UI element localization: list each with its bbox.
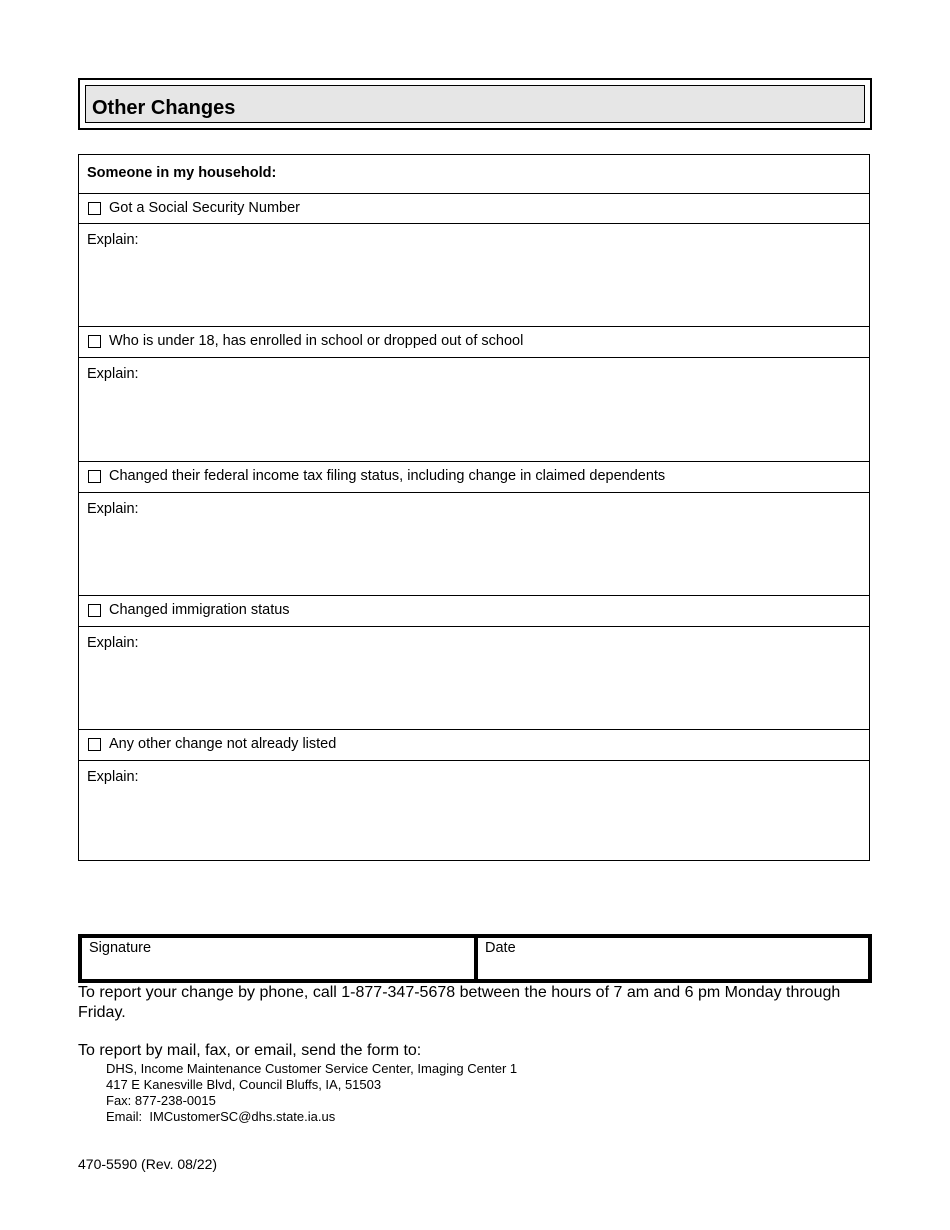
explain-field-tax-status[interactable]: [79, 493, 869, 596]
item-label-immigration: Changed immigration status: [109, 602, 290, 618]
item-row-tax-status[interactable]: [79, 462, 869, 493]
explain-label: Explain:: [87, 635, 139, 651]
phone-instructions: To report your change by phone, call 1-877-347-5678 between the hours of 7 am and 6 pm Monday through Friday.: [78, 984, 841, 1021]
item-label-other: Any other change not already listed: [109, 736, 337, 752]
address-line-2: 417 E Kanesville Blvd, Council Bluffs, IA, 51503: [106, 1077, 382, 1092]
form-number: 470-5590 (Rev. 08/22): [78, 1156, 218, 1172]
mailing-address: [106, 1061, 517, 1125]
item-row-immigration[interactable]: [79, 596, 869, 627]
email-address: Email: IMCustomerSC@dhs.state.ia.us: [106, 1109, 336, 1124]
checkbox-school[interactable]: [88, 335, 101, 348]
checkbox-tax-status[interactable]: [88, 470, 101, 483]
explain-label: Explain:: [87, 501, 139, 517]
explain-field-school[interactable]: [79, 358, 869, 462]
section-title: Other Changes: [92, 97, 236, 119]
mail-instructions: To report by mail, fax, or email, send the form to:: [78, 1042, 422, 1059]
section-title-box: [78, 78, 872, 130]
household-header-row: [79, 155, 869, 194]
item-row-school[interactable]: [79, 327, 869, 358]
checkbox-other[interactable]: [88, 738, 101, 751]
item-label-tax-status: Changed their federal income tax filing status, including change in claimed dependents: [109, 468, 666, 484]
signature-field[interactable]: [82, 938, 478, 979]
item-label-school: Who is under 18, has enrolled in school or dropped out of school: [109, 333, 524, 349]
fax-number: Fax: 877-238-0015: [106, 1093, 216, 1108]
explain-label: Explain:: [87, 232, 139, 248]
item-row-ssn[interactable]: [79, 194, 869, 224]
section-title-band: [85, 85, 865, 123]
date-label: Date: [485, 940, 516, 956]
explain-field-other[interactable]: [79, 761, 869, 862]
signature-label: Signature: [89, 940, 152, 956]
date-field[interactable]: [478, 938, 868, 979]
checkbox-ssn[interactable]: [88, 202, 101, 215]
explain-field-immigration[interactable]: [79, 627, 869, 730]
signature-date-box: [78, 934, 872, 983]
household-header: Someone in my household:: [87, 165, 277, 181]
explain-label: Explain:: [87, 769, 139, 785]
explain-label: Explain:: [87, 366, 139, 382]
address-line-1: DHS, Income Maintenance Customer Service Center, Imaging Center 1: [106, 1061, 518, 1076]
checkbox-immigration[interactable]: [88, 604, 101, 617]
item-row-other[interactable]: [79, 730, 869, 761]
household-changes-table: [78, 154, 870, 861]
item-label-ssn: Got a Social Security Number: [109, 200, 300, 216]
explain-field-ssn[interactable]: [79, 224, 869, 327]
